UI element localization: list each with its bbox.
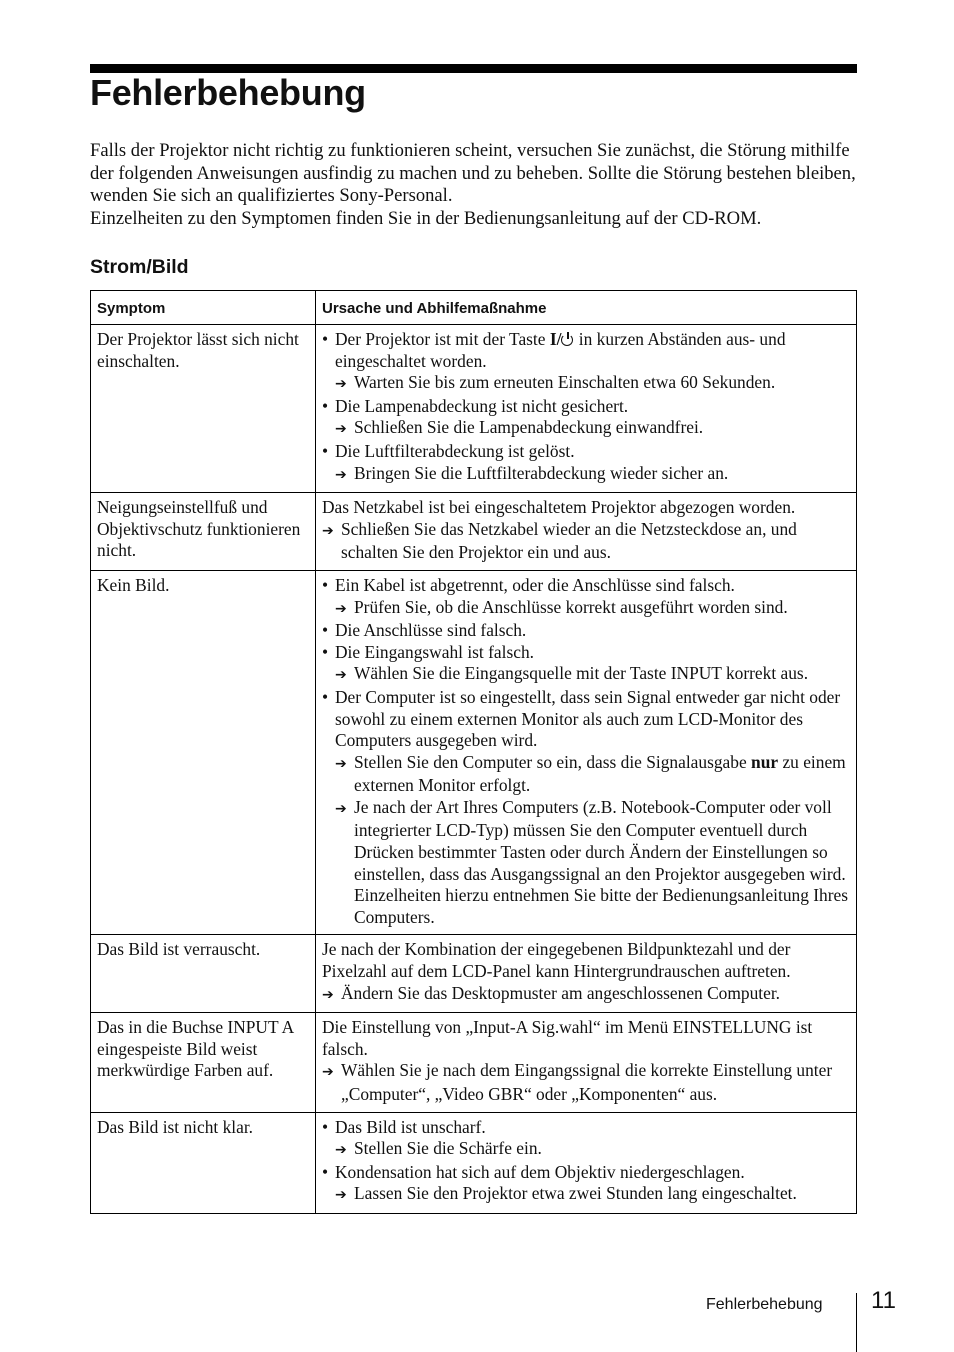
- cause-item: • Der Projektor ist mit der Taste I/ in kurzen Abständen aus- und eingeschaltet worden.: [322, 329, 786, 371]
- cause-item: • Die Lampenabdeckung ist nicht gesichert.: [322, 395, 629, 416]
- power-icon: [561, 333, 574, 346]
- cause-item: • Der Computer ist so eingestellt, dass sein Signal entweder gar nicht oder sowohl zu einem externen Monitor als auch zum LCD-Monitor des Computers ausgegeben wird.: [322, 686, 841, 751]
- symptom-cell: Das Bild ist verrauscht.: [91, 935, 316, 1013]
- table-header-row: [91, 291, 857, 325]
- bullet-icon: •: [322, 1161, 329, 1182]
- arrow-right-icon: ➔: [335, 755, 347, 772]
- symptom-cell: Das in die Buchse INPUT A eingespeiste Bild weist merkwürdige Farben auf.: [91, 1013, 316, 1112]
- remedy-cell: [316, 935, 857, 1013]
- remedy-cell: [316, 570, 857, 935]
- arrow-right-icon: ➔: [335, 466, 347, 483]
- arrow-right-icon: ➔: [335, 600, 347, 617]
- remedy-item: ➔ Ändern Sie das Desktopmuster am angeschlossenen Computer.: [322, 983, 850, 1007]
- remedy-cell: [316, 325, 857, 493]
- page-title: Fehlerbehebung: [90, 72, 366, 113]
- table-row: [91, 493, 857, 571]
- remedy-item: ➔ Bringen Sie die Luftfilterabdeckung wieder sicher an.: [322, 463, 850, 487]
- cause-item: • Die Eingangswahl ist falsch.: [322, 641, 534, 662]
- cause-text: Je nach der Kombination der eingegebenen Bildpunktezahl und der Pixelzahl auf dem LCD-Panel kann Hintergrundrauschen auftreten.: [322, 939, 791, 982]
- cause-item: • Die Luftfilterabdeckung ist gelöst.: [322, 440, 575, 461]
- cause-text: Das Netzkabel ist bei eingeschaltetem Projektor abgezogen worden.: [322, 497, 796, 518]
- arrow-right-icon: ➔: [335, 667, 347, 684]
- remedy-item: ➔ Stellen Sie die Schärfe ein.: [322, 1138, 850, 1162]
- symptom-cell: Das Bild ist nicht klar.: [91, 1112, 316, 1213]
- footer-section-label: Fehlerbehebung: [706, 1296, 823, 1313]
- cause-text: Die Einstellung von „Input-A Sig.wahl“ im Menü EINSTELLUNG ist falsch.: [322, 1017, 813, 1059]
- arrow-right-icon: ➔: [322, 1064, 334, 1081]
- column-header-remedy: Ursache und Abhilfemaßnahme: [316, 291, 857, 325]
- remedy-item: ➔ Schließen Sie die Lampenabdeckung einwandfrei.: [322, 417, 850, 441]
- footer-divider: [856, 1293, 857, 1352]
- remedy-item: ➔ Prüfen Sie, ob die Anschlüsse korrekt ausgeführt worden sind.: [322, 597, 850, 621]
- table-row: [91, 1112, 857, 1213]
- remedy-item: ➔ Je nach der Art Ihres Computers (z.B. Notebook-Computer oder voll integrierter LCD-Typ) müssen Sie den Computer eventuell durch Drücken bestimmter Tasten oder durch Ändern der Einstellungen so einstellen, dass das Ausgangssignal an den Projektor ausgegeben wird.: [335, 796, 846, 884]
- remedy-item: ➔ Lassen Sie den Projektor etwa zwei Stunden lang eingeschaltet.: [322, 1183, 850, 1207]
- intro-paragraph: Falls der Projektor nicht richtig zu funktionieren scheint, versuchen Sie zunächst, die Störung mithilfe der folgenden Anweisungen ausfindig zu machen und zu beheben. Sollte die Störung bestehen bleiben, wenden Sie sich an qualifiziertes Sony-Personal.: [90, 140, 856, 207]
- table-row: [91, 325, 857, 493]
- symptom-cell: Kein Bild.: [91, 570, 316, 935]
- remedy-item: ➔ Stellen Sie den Computer so ein, dass die Signalausgabe nur zu einem externen Monitor erfolgt.: [335, 751, 846, 796]
- section-heading: Strom/Bild: [90, 256, 189, 278]
- remedy-cell: [316, 1013, 857, 1112]
- bullet-icon: •: [322, 641, 329, 662]
- bullet-icon: •: [322, 686, 329, 707]
- arrow-right-icon: ➔: [335, 1187, 347, 1204]
- bullet-icon: •: [322, 574, 329, 595]
- bullet-icon: •: [322, 1116, 329, 1137]
- bullet-icon: •: [322, 440, 329, 461]
- bullet-icon: •: [322, 620, 329, 641]
- remedy-item: ➔ Warten Sie bis zum erneuten Einschalten etwa 60 Sekunden.: [322, 372, 850, 396]
- cause-item: • Kondensation hat sich auf dem Objektiv niedergeschlagen.: [322, 1161, 745, 1182]
- arrow-right-icon: ➔: [335, 421, 347, 438]
- remedy-cell: [316, 493, 857, 571]
- remedy-item: ➔ Wählen Sie je nach dem Eingangssignal die korrekte Einstellung unter „Computer“, „Video GBR“ oder „Komponenten“ aus.: [322, 1060, 833, 1104]
- arrow-right-icon: ➔: [322, 522, 334, 539]
- arrow-right-icon: ➔: [322, 986, 334, 1003]
- table-row: [91, 935, 857, 1013]
- symptom-cell: Der Projektor lässt sich nicht einschalten.: [91, 325, 316, 493]
- intro-text: [90, 140, 860, 230]
- arrow-right-icon: ➔: [335, 800, 347, 817]
- cause-item: • Ein Kabel ist abgetrennt, oder die Anschlüsse sind falsch.: [322, 574, 735, 595]
- remedy-cell: [316, 1112, 857, 1213]
- arrow-right-icon: ➔: [335, 1142, 347, 1159]
- cause-item: • Die Anschlüsse sind falsch.: [322, 620, 527, 641]
- table-row: [91, 1013, 857, 1112]
- remedy-note: Einzelheiten hierzu entnehmen Sie bitte der Bedienungsanleitung Ihres Computers.: [354, 885, 849, 927]
- table-row: [91, 570, 857, 935]
- bullet-icon: •: [322, 329, 329, 349]
- arrow-right-icon: ➔: [335, 376, 347, 393]
- bullet-icon: •: [322, 395, 329, 416]
- emphasis: nur: [751, 751, 779, 772]
- page-number: 11: [871, 1287, 896, 1314]
- power-key-label: I/: [549, 329, 562, 349]
- intro-paragraph: Einzelheiten zu den Symptomen finden Sie in der Bedienungsanleitung auf der CD-ROM.: [90, 207, 762, 229]
- remedy-item: ➔ Schließen Sie das Netzkabel wieder an die Netzsteckdose an, und schalten Sie den Projektor ein und aus.: [322, 518, 797, 563]
- cause-item: • Das Bild ist unscharf.: [322, 1116, 486, 1137]
- remedy-item: ➔ Wählen Sie die Eingangsquelle mit der Taste INPUT korrekt aus.: [322, 663, 850, 687]
- column-header-symptom: Symptom: [91, 291, 316, 325]
- symptom-cell: Neigungseinstellfuß und Objektivschutz funktionieren nicht.: [91, 493, 316, 571]
- troubleshooting-table: [90, 290, 857, 1214]
